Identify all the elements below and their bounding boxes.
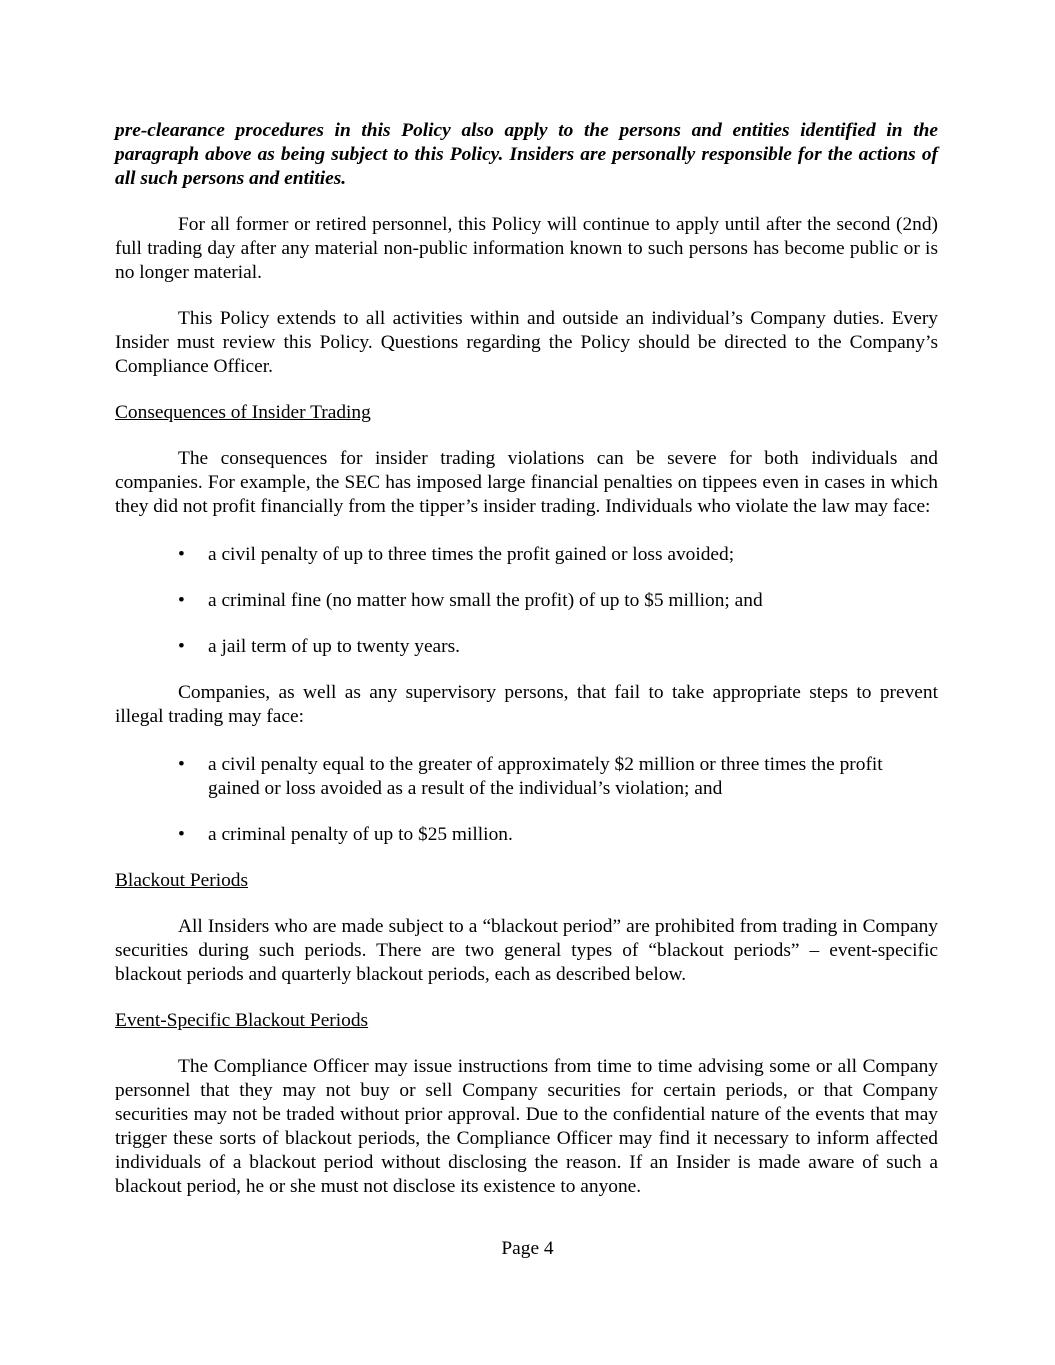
list-item [115, 753, 938, 801]
list-item-text: a jail term of up to twenty years. [208, 636, 461, 657]
bullet-icon: • [178, 636, 185, 657]
blackout-paragraph: All Insiders who are made subject to a “blackout period” are prohibited from trading in Company securities during such periods. There are two general types of “blackout periods” – event-specific blackout periods and quarterly blackout periods, each as described below. [115, 916, 938, 985]
blackout-heading: Blackout Periods [115, 870, 249, 891]
list-item [115, 635, 938, 659]
bullet-icon: • [178, 824, 185, 845]
list-item [115, 589, 938, 613]
former-personnel-paragraph: For all former or retired personnel, this Policy will continue to apply until after the second (2nd) full trading day after any material non-public information known to such persons has become public or is no longer material. [115, 214, 938, 283]
bullet-icon: • [178, 754, 185, 775]
consequences-heading: Consequences of Insider Trading [115, 402, 371, 423]
bullet-icon: • [178, 590, 185, 611]
consequences-paragraph: The consequences for insider trading violations can be severe for both individuals and companies. For example, the SEC has imposed large financial penalties on tippees even in cases in which they did not profit financially from the tipper’s insider trading. Individuals who violate the law may face: [115, 448, 938, 517]
event-specific-heading: Event-Specific Blackout Periods [115, 1010, 369, 1031]
list-item [115, 543, 938, 567]
companies-paragraph: Companies, as well as any supervisory persons, that fail to take appropriate steps to prevent illegal trading may face: [115, 682, 938, 727]
document-page [115, 119, 938, 1199]
list-item [115, 823, 938, 847]
page-number: Page 4 [501, 1238, 554, 1259]
bullet-icon: • [178, 544, 185, 565]
event-specific-paragraph: The Compliance Officer may issue instructions from time to time advising some or all Company personnel that they may not buy or sell Company securities for certain periods, or that Company securities may not be traded without prior approval. Due to the confidential nature of the events that may trigger these sorts of blackout periods, the Compliance Officer may find it necessary to inform affected individuals of a blackout period without disclosing the reason. If an Insider is made aware of such a blackout period, he or she must not disclose its existence to anyone. [115, 1056, 938, 1197]
individual-penalties-list [115, 543, 938, 659]
list-item-text: a civil penalty equal to the greater of approximately $2 million or three times the profit gained or loss avoided as a result of the individual’s violation; and [208, 754, 883, 799]
list-item-text: a criminal fine (no matter how small the profit) of up to $5 million; and [208, 590, 763, 611]
intro-bold-paragraph: pre-clearance procedures in this Policy also apply to the persons and entities identified in the paragraph above as being subject to this Policy. Insiders are personally responsible for the actions of all such persons and entities. [115, 120, 938, 189]
list-item-text: a criminal penalty of up to $25 million. [208, 824, 513, 845]
list-item-text: a civil penalty of up to three times the profit gained or loss avoided; [208, 544, 735, 565]
company-penalties-list [115, 753, 938, 847]
policy-extends-paragraph: This Policy extends to all activities within and outside an individual’s Company duties. Every Insider must review this Policy. Questions regarding the Policy should be directed to the Company’s Compliance Officer. [115, 308, 938, 377]
